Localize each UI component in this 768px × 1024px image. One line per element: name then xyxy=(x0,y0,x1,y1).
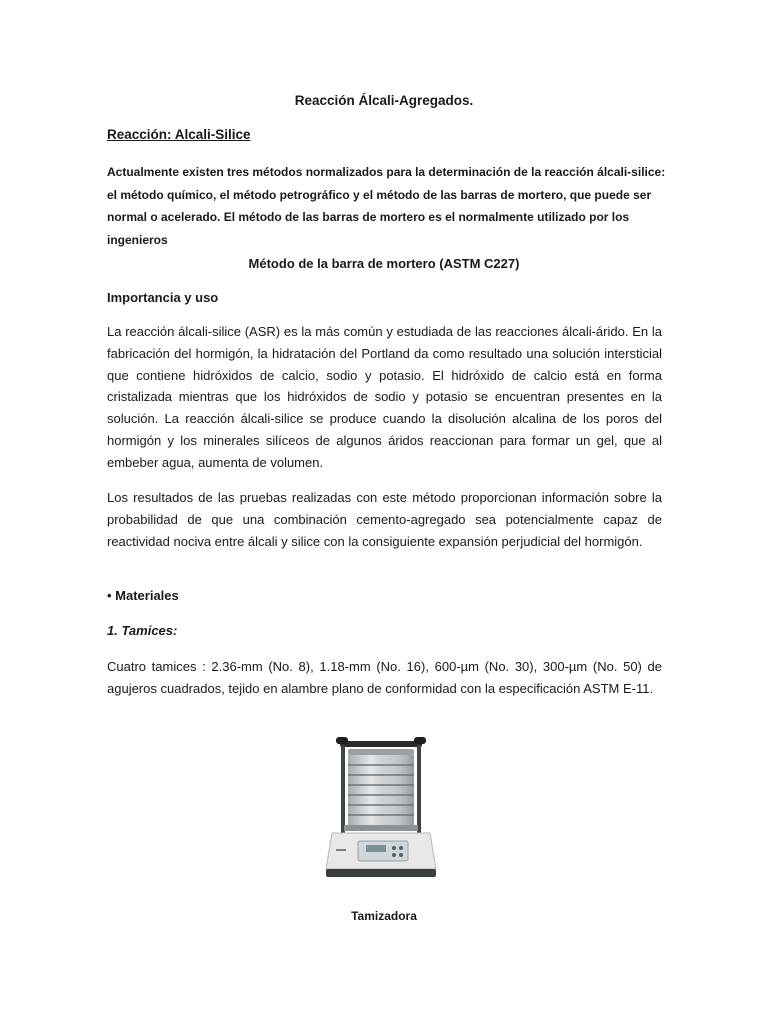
figure-caption: Tamizadora xyxy=(351,909,417,923)
intro-paragraph: Actualmente existen tres métodos normalizados para la determinación de la reacción álcali-silice: el método químico, el método petrográfico y el método de las barras de mortero, que puede ser normal o acelerado. El método de las barras de mortero es el normalmente utilizado por los ingenieros xyxy=(107,165,666,247)
materials-heading: • Materiales xyxy=(107,588,179,603)
sieve-shaker-icon xyxy=(322,737,440,879)
tamices-paragraph: Cuatro tamices : 2.36-mm (No. 8), 1.18-mm (No. 16), 600-µm (No. 30), 300-µm (No. 50) de agujeros cuadrados, tejido en alambre plano de conformidad con la especificación ASTM E-11. xyxy=(107,659,662,696)
method-heading: Método de la barra de mortero (ASTM C227) xyxy=(248,256,520,271)
section-subtitle: Reacción: Alcali-Silice xyxy=(107,127,251,142)
tamices-heading: 1. Tamices: xyxy=(107,623,178,638)
importance-paragraph: La reacción álcali-silice (ASR) es la más común y estudiada de las reacciones álcali-árido. En la fabricación del hormigón, la hidratación del Portland da como resultado una solución intersticial que contiene hidróxidos de calcio, sodio y potasio. El hidróxido de calcio está en forma cristalizada mientras que los hidróxidos de sodio y potasio se encuentran presentes en la solución. La reacción álcali-silice se produce cuando la disolución alcalina de los poros del hormigón y los minerales silíceos de algunos áridos reaccionan para formar un gel, que al embeber agua, aumenta de volumen. xyxy=(107,324,662,470)
importance-heading: Importancia y uso xyxy=(107,290,219,305)
document-title: Reacción Álcali-Agregados. xyxy=(294,93,474,108)
results-paragraph: Los resultados de las pruebas realizadas con este método proporcionan información sobre la probabilidad de que una combinación cemento-agregado sea potencialmente capaz de reactividad nociva entre álcali y silice con la consiguiente expansión perjudicial del hormigón. xyxy=(107,490,662,549)
